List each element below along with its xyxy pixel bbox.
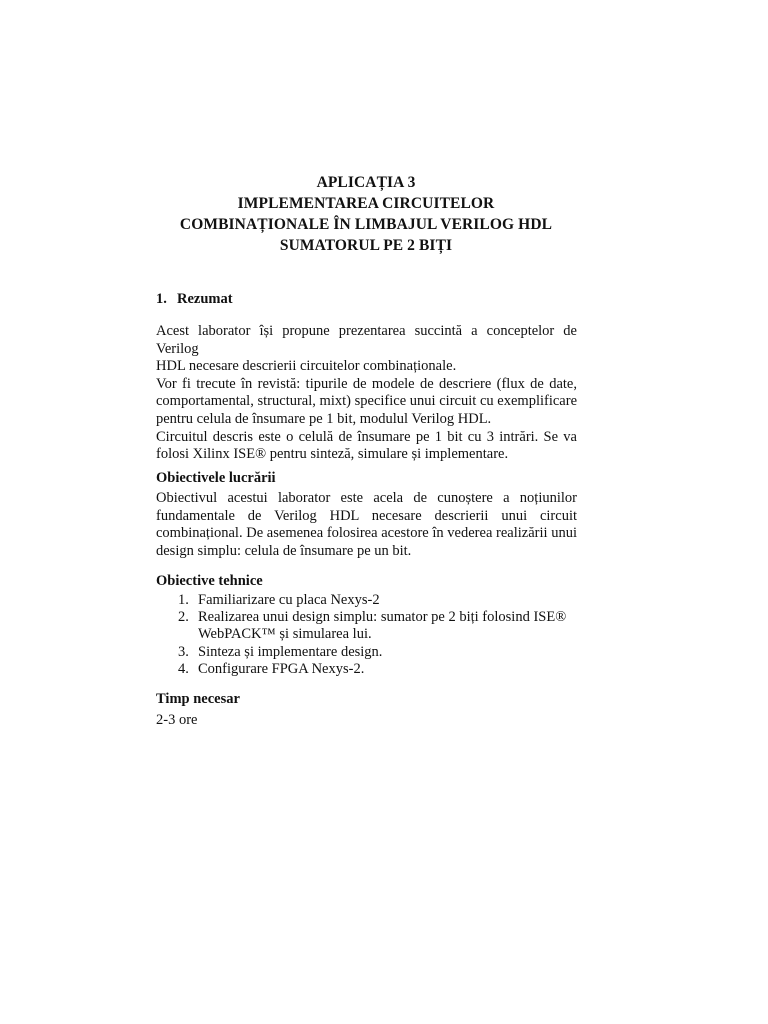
objectives-paragraph [156, 490, 577, 560]
title-line-4: SUMATORUL PE 2 BIȚI [279, 237, 453, 254]
rezumat-line-5: pentru celula de însumare pe 1 bit, modulul Verilog HDL. [156, 410, 492, 427]
section-rezumat-heading [156, 291, 233, 308]
objectives-line-2: fundamentale de Verilog HDL necesare descrierii unui circuit [156, 507, 577, 524]
time-heading: Timp necesar [156, 691, 240, 707]
title-line-1: APLICAȚIA 3 [316, 174, 416, 191]
list-item-text: Realizarea unui design simplu: sumator pe 2 biți folosind ISE® [198, 609, 567, 626]
technical-objectives-heading: Obiective tehnice [156, 573, 263, 589]
rezumat-paragraph [156, 323, 577, 464]
list-item-number: 2. [178, 609, 189, 626]
list-item-number: 4. [178, 660, 189, 677]
list-item [156, 644, 577, 661]
rezumat-line-4: comportamental, structural, mixt) specifice unui circuit cu exemplificare [156, 393, 577, 410]
objectives-line-4: design simplu: celula de însumare pe un bit. [156, 542, 412, 559]
rezumat-line-6: Circuitul descris este o celulă de însumare pe 1 bit cu 3 intrări. Se va [156, 428, 577, 445]
section-title: Rezumat [177, 291, 233, 307]
objectives-line-3: combinațional. De asemenea folosirea acestore în vederea realizării unui [156, 525, 577, 542]
objectives-heading: Obiectivele lucrării [156, 470, 276, 486]
list-item-text-continued: WebPACK™ și simularea lui. [198, 626, 372, 643]
rezumat-line-7: folosi Xilinx ISE® pentru sinteză, simulare și implementare. [156, 446, 509, 463]
list-item-text: Configurare FPGA Nexys-2. [198, 660, 365, 677]
list-item-text: Sinteza și implementare design. [198, 643, 383, 660]
list-item [156, 592, 577, 609]
section-number: 1. [156, 291, 167, 307]
time-value: 2-3 ore [156, 712, 198, 728]
technical-objectives-list [156, 592, 577, 678]
list-item-text: Familiarizare cu placa Nexys-2 [198, 592, 380, 608]
rezumat-line-3: Vor fi trecute în revistă: tipurile de modele de descriere (flux de date, [156, 375, 577, 392]
objectives-line-1: Obiectivul acestui laborator este acela de cunoștere a noțiunilor [156, 490, 577, 506]
list-item-number: 3. [178, 643, 189, 660]
rezumat-line-2: HDL necesare descrierii circuitelor combinaționale. [156, 358, 457, 375]
list-item [156, 661, 577, 678]
title-line-3: COMBINAȚIONALE ÎN LIMBAJUL VERILOG HDL [179, 216, 553, 233]
title-line-2: IMPLEMENTAREA CIRCUITELOR [237, 195, 495, 212]
list-item-number: 1. [178, 592, 189, 608]
rezumat-line-1: Acest laborator își propune prezentarea succintă a conceptelor de Verilog [156, 323, 577, 357]
document-title [150, 172, 582, 256]
list-item [156, 609, 577, 643]
